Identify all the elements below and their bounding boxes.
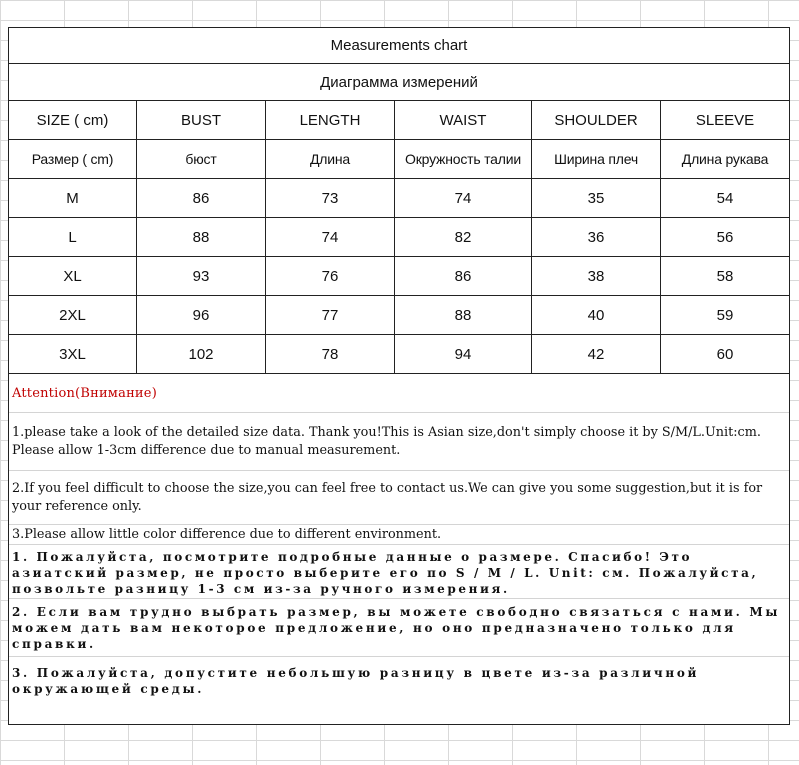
header-sleeve-en: SLEEVE xyxy=(661,101,789,140)
note-en-1 xyxy=(9,413,789,471)
cell-length: 76 xyxy=(266,257,395,296)
measurements-sheet xyxy=(8,27,790,725)
cell-bust: 86 xyxy=(137,179,266,218)
note-ru-2 xyxy=(9,599,789,657)
note-en-3 xyxy=(9,525,789,545)
cell-sleeve: 54 xyxy=(661,179,789,218)
cell-shoulder: 35 xyxy=(532,179,661,218)
cell-length: 77 xyxy=(266,296,395,335)
note-en-1-text: 1.please take a look of the detailed size data. Thank you!This is Asian size,don't simply choose it by S/M/L.Unit:cm. Please allow 1-3cm difference due to manual measurement. xyxy=(12,424,761,458)
header-sleeve-ru: Длина рукава xyxy=(661,140,789,179)
attention-heading xyxy=(9,374,789,413)
header-length-ru: Длина xyxy=(266,140,395,179)
note-en-2 xyxy=(9,471,789,525)
table-row xyxy=(9,296,789,335)
header-waist-en: WAIST xyxy=(395,101,532,140)
cell-shoulder: 36 xyxy=(532,218,661,257)
table-row xyxy=(9,257,789,296)
note-en-2-text: 2.If you feel difficult to choose the size,you can feel free to contact us.We can give you some suggestion,but it is for your reference only. xyxy=(12,480,763,514)
cell-waist: 82 xyxy=(395,218,532,257)
note-en-3-text: 3.Please allow little color difference due to different environment. xyxy=(12,526,442,542)
cell-shoulder: 38 xyxy=(532,257,661,296)
cell-size: XL xyxy=(9,257,137,296)
cell-size: 3XL xyxy=(9,335,137,374)
cell-length: 73 xyxy=(266,179,395,218)
header-shoulder-ru: Ширина плеч xyxy=(532,140,661,179)
cell-size: 2XL xyxy=(9,296,137,335)
cell-size: L xyxy=(9,218,137,257)
cell-waist: 88 xyxy=(395,296,532,335)
header-length-en: LENGTH xyxy=(266,101,395,140)
cell-length: 78 xyxy=(266,335,395,374)
header-size-ru: Размер ( cm) xyxy=(9,140,137,179)
chart-subtitle: Диаграмма измерений xyxy=(9,64,789,101)
cell-waist: 74 xyxy=(395,179,532,218)
note-ru-3 xyxy=(9,657,789,705)
cell-bust: 88 xyxy=(137,218,266,257)
header-waist-ru: Окружность талии xyxy=(395,140,532,179)
attention-text: Attention(Внимание) xyxy=(12,385,157,401)
header-bust-ru: бюст xyxy=(137,140,266,179)
note-ru-3-text: 3. Пожалуйста, допустите небольшую разницу в цвете из-за различной окружающей среды. xyxy=(12,666,700,696)
cell-sleeve: 56 xyxy=(661,218,789,257)
table-row xyxy=(9,179,789,218)
table-row xyxy=(9,218,789,257)
cell-sleeve: 58 xyxy=(661,257,789,296)
cell-sleeve: 60 xyxy=(661,335,789,374)
size-table xyxy=(9,101,789,140)
note-ru-1-text: 1. Пожалуйста, посмотрите подробные данные о размере. Спасибо! Это азиатский размер, не просто выберите его по S / M / L. Unit: см. Пожалуйста, позвольте разницу 1-3 см из-за ручного измерения. xyxy=(12,550,759,596)
note-ru-1 xyxy=(9,545,789,599)
chart-title: Measurements chart xyxy=(9,28,789,64)
table-row xyxy=(9,335,789,374)
cell-length: 74 xyxy=(266,218,395,257)
cell-bust: 102 xyxy=(137,335,266,374)
header-size-en: SIZE ( cm) xyxy=(9,101,137,140)
note-ru-2-text: 2. Если вам трудно выбрать размер, вы можете свободно связаться с нами. Мы можем дать вам некоторое предложение, но оно предназначено только для справки. xyxy=(12,604,781,651)
cell-waist: 86 xyxy=(395,257,532,296)
cell-bust: 93 xyxy=(137,257,266,296)
cell-waist: 94 xyxy=(395,335,532,374)
cell-shoulder: 42 xyxy=(532,335,661,374)
notes-section xyxy=(9,374,789,705)
cell-size: M xyxy=(9,179,137,218)
header-bust-en: BUST xyxy=(137,101,266,140)
cell-bust: 96 xyxy=(137,296,266,335)
cell-sleeve: 59 xyxy=(661,296,789,335)
header-shoulder-en: SHOULDER xyxy=(532,101,661,140)
cell-shoulder: 40 xyxy=(532,296,661,335)
size-table-ru-header xyxy=(9,140,789,179)
